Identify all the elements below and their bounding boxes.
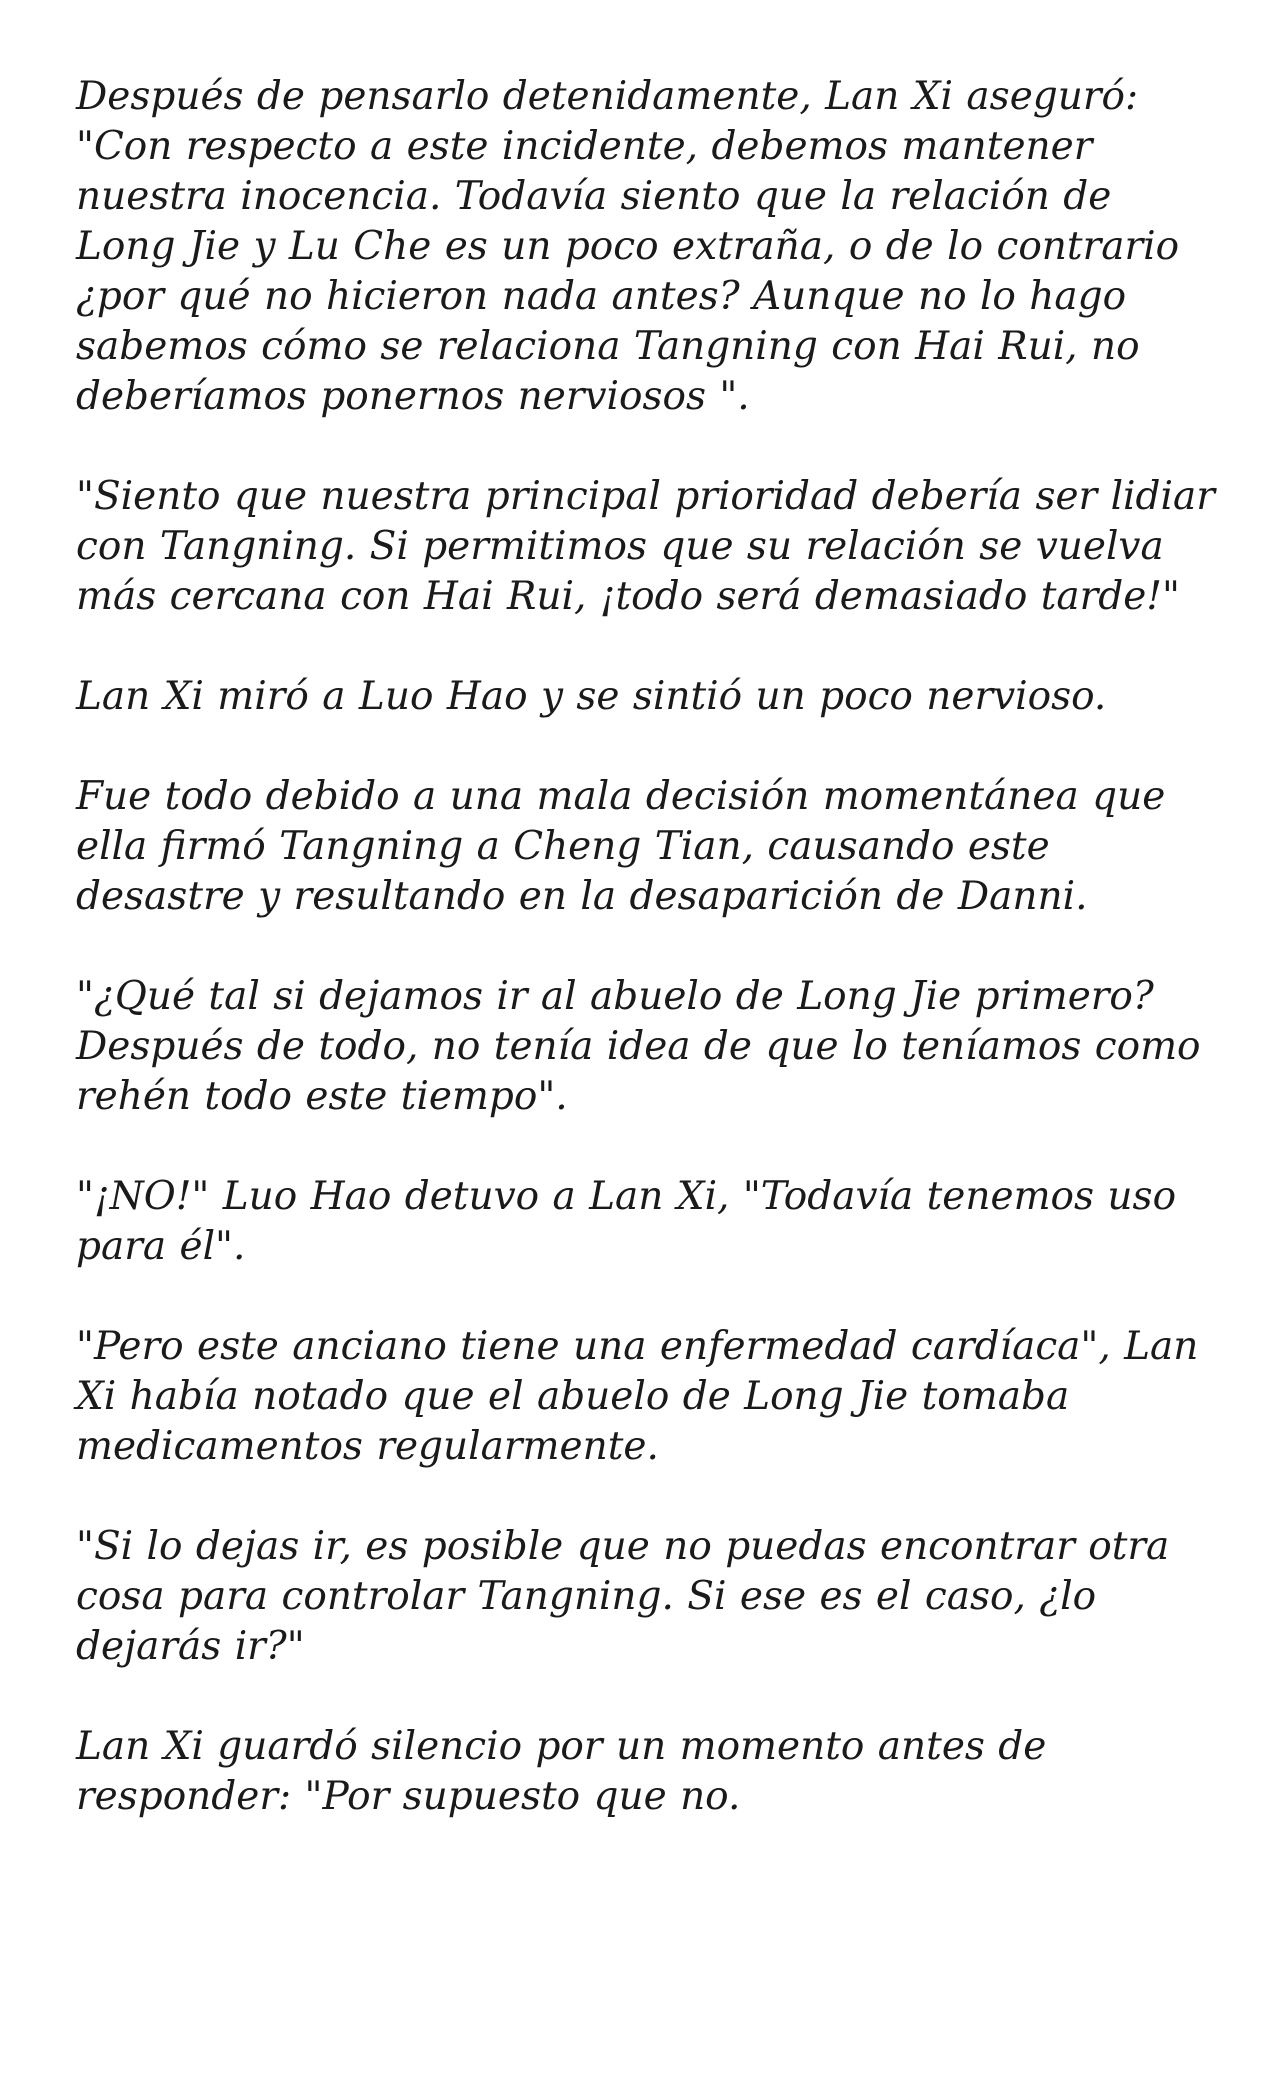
paragraph-9: Lan Xi guardó silencio por un momento antes de responder: "Por supuesto que no.: [76, 1724, 1047, 1819]
paragraph-8: "Si lo dejas ir, es posible que no puedas encontrar otra cosa para controlar Tangning. Si ese es el caso, ¿lo dejarás ir?": [76, 1524, 1170, 1669]
paragraph-7: "Pero este anciano tiene una enfermedad cardíaca", Lan Xi había notado que el abuelo de Long Jie tomaba medicamentos regularmente.: [76, 1324, 1199, 1469]
paragraph-1: Después de pensarlo detenidamente, Lan Xi aseguró: "Con respecto a este incidente, debemos mantener nuestra inocencia. Todavía siento que la relación de Long Jie y Lu Che es un poco extraña, o de lo contrario ¿por qué no hicieron nada antes? Aunque no lo hago sabemos cómo se relaciona Tangning con Hai Rui, no deberíamos ponernos nerviosos ".: [76, 74, 1180, 419]
paragraph-4: Fue todo debido a una mala decisión momentánea que ella firmó Tangning a Cheng Tian, causando este desastre y resultando en la desaparición de Danni.: [76, 774, 1166, 919]
paragraph-5: "¿Qué tal si dejamos ir al abuelo de Long Jie primero? Después de todo, no tenía idea de que lo teníamos como rehén todo este tiempo".: [76, 974, 1201, 1119]
paragraph-6: "¡NO!" Luo Hao detuvo a Lan Xi, "Todavía tenemos uso para él".: [76, 1174, 1177, 1269]
paragraph-2: "Siento que nuestra principal prioridad debería ser lidiar con Tangning. Si permitimos que su relación se vuelva más cercana con Hai Rui, ¡todo será demasiado tarde!": [76, 474, 1215, 619]
paragraph-3: Lan Xi miró a Luo Hao y se sintió un poco nervioso.: [76, 674, 1107, 719]
